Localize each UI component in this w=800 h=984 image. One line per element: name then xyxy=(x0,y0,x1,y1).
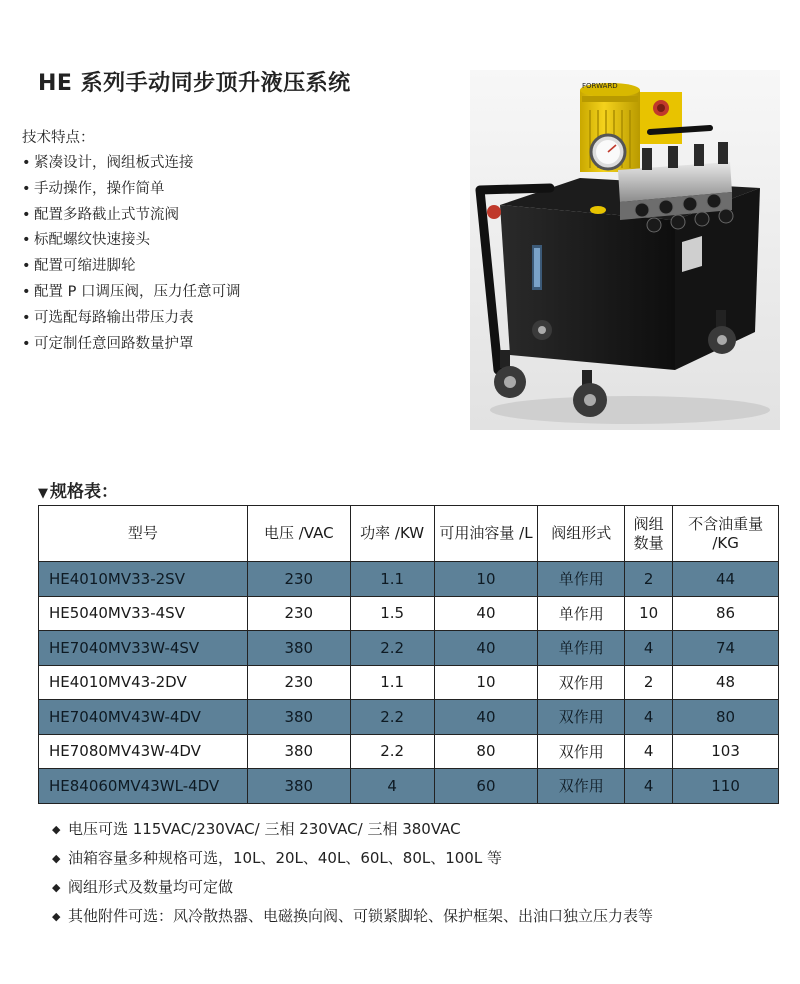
feature-item: • 可选配每路输出带压力表 xyxy=(22,309,194,326)
feature-item: • 配置可缩进脚轮 xyxy=(22,258,136,275)
feature-item: • 可定制任意回路数量护罩 xyxy=(22,335,194,352)
table-row: HE5040MV33-4SV 230 1.5 40 单作用 10 86 xyxy=(39,596,779,631)
column-header-oil-capacity: 可用油容量 /L xyxy=(434,506,538,562)
hydraulic-unit-illustration xyxy=(470,70,780,430)
table-row: HE7040MV33W-4SV 380 2.2 40 单作用 4 74 xyxy=(39,631,779,666)
table-header-row xyxy=(39,506,779,562)
notes-list xyxy=(52,815,772,931)
column-header-valve-type: 阀组形式 xyxy=(538,506,625,562)
column-header-model: 型号 xyxy=(39,506,248,562)
feature-item: • 配置 P 口调压阀，压力任意可调 xyxy=(22,283,241,300)
brand-label: FORWARD xyxy=(582,82,618,90)
column-header-valve-count: 阀组数量 xyxy=(625,506,673,562)
note-item: ◆ 油箱容量多种规格可选，10L、20L、40L、60L、80L、100L 等 xyxy=(52,849,502,867)
note-item: ◆ 其他附件可选：风冷散热器、电磁换向阀、可锁紧脚轮、保护框架、出油口独立压力表等 xyxy=(52,907,654,925)
note-item: ◆ 电压可选 115VAC/230VAC/ 三相 230VAC/ 三相 380VAC xyxy=(52,820,461,838)
feature-item: • 配置多路截止式节流阀 xyxy=(22,206,179,223)
table-row: HE4010MV43-2DV 230 1.1 10 双作用 2 48 xyxy=(39,665,779,700)
product-photo xyxy=(470,70,780,430)
features-heading: 技术特点： xyxy=(22,130,95,146)
page-title: HE 系列手动同步顶升液压系统 xyxy=(38,71,351,96)
table-row: HE7040MV43W-4DV 380 2.2 40 双作用 4 80 xyxy=(39,700,779,735)
feature-item: • 紧凑设计，阀组板式连接 xyxy=(22,155,194,171)
note-item: ◆ 阀组形式及数量均可定做 xyxy=(52,878,234,896)
table-row: HE7080MV43W-4DV 380 2.2 80 双作用 4 103 xyxy=(39,734,779,769)
column-header-voltage: 电压 /VAC xyxy=(247,506,350,562)
table-row: HE4010MV33-2SV 230 1.1 10 单作用 2 44 xyxy=(39,562,779,597)
table-row: HE84060MV43WL-4DV 380 4 60 双作用 4 110 xyxy=(39,769,779,804)
spec-table xyxy=(38,505,779,804)
feature-list xyxy=(22,126,240,357)
column-header-weight: 不含油重量 /KG xyxy=(673,506,779,562)
feature-item: • 手动操作，操作简单 xyxy=(22,180,165,197)
column-header-power: 功率 /KW xyxy=(350,506,434,562)
spec-heading: ▼ 规格表： xyxy=(38,482,118,502)
feature-item: • 标配螺纹快速接头 xyxy=(22,232,150,249)
